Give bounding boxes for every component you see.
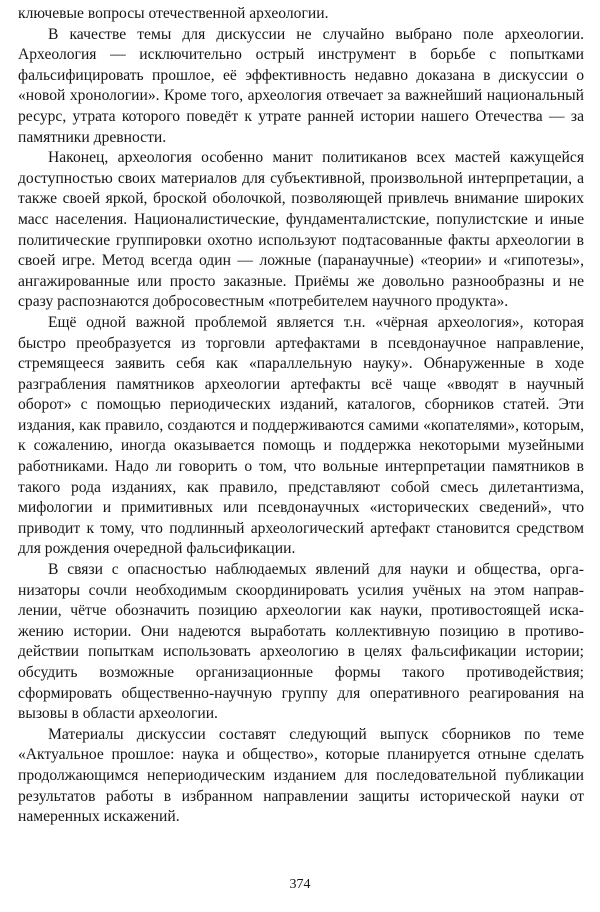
page-body	[18, 4, 584, 828]
paragraph-4: Ещё одной важной проблемой является т.н. «чёрная археология», которая быстро преобразуется из торговли артефактами в псевдонаучное направление, стремящееся заявить себя как «параллельную науку». Обнаруженные в ходе разграбления памятников археологии артефакты всё чаще «вводят в научный оборот» с помощью периодических изданий, каталогов, сборников статей. Эти издания, как правило, создаются и поддерживаются самими «копателями», которым, к сожалению, иногда оказывается помощь и поддержка некоторыми музейными работниками. Надо ли говорить о том, что вольные интерпретации памятников в такого рода изданиях, как правило, представляют собой смесь дилетантизма, мифологии и примитивных или псевдонаучных «исторических сведений», что приводит к тому, что подлинный археологический артефакт становится средством для рождения очередной фальсификации.	[18, 313, 584, 558]
paragraph-6: Материалы дискуссии составят следующий выпуск сборников по теме «Актуальное прошлое: наука и общество», которые планируется отныне сделать продолжающимся непериодическим изданием для последовательной публикации результатов работы в избранном направлении защиты исторической науки от намеренных искажений.	[18, 725, 584, 826]
paragraph-5: В связи с опасностью наблюдаемых явлений для науки и общества, организаторы сочли необходимым скоординировать усилия учёных на этом направлении, чётче обозначить позицию археологии как науки, противостоящей искажению истории. Они надеются выработать коллективную позицию в противодействии попыткам использовать археологию в целях фальсификации истории; обсудить возможные организационные формы такого противодействия; сформировать общественно-научную группу для оперативного реагирования на вызовы в области археологии.	[18, 561, 584, 723]
paragraph-2: В качестве темы для дискуссии не случайно выбрано поле археологии. Археология — исключительно острый инструмент в борьбе с попытками фальсифицировать прошлое, её эффективность недавно доказана в дискуссии о «новой хронологии». Кроме того, археология отвечает за важнейший национальный ресурс, утрата которого поведёт к утрате ранней истории нашего Отечества — за памятники древности.	[18, 25, 584, 146]
paragraph-3: Наконец, археология особенно манит политиканов всех мастей кажущейся доступностью своих материалов для субъективной, произвольной интерпретации, а также своей яркой, броской оболочкой, позволяющей привлечь внимание широких масс населения. Националистические, фундаменталистские, популистские и иные политические группировки охотно используют подтасованные факты археологии в своей игре. Метод всегда один — ложные (паранаучные) «теории» и «гипотезы», ангажированные или просто заказные. Приёмы же довольно разнообразны и не сразу распознаются добросовестным «потребителем научного продукта».	[18, 149, 584, 311]
paragraph-1: ключевые вопросы отечественной археологии.	[18, 5, 329, 22]
page-number: 374	[289, 877, 311, 892]
